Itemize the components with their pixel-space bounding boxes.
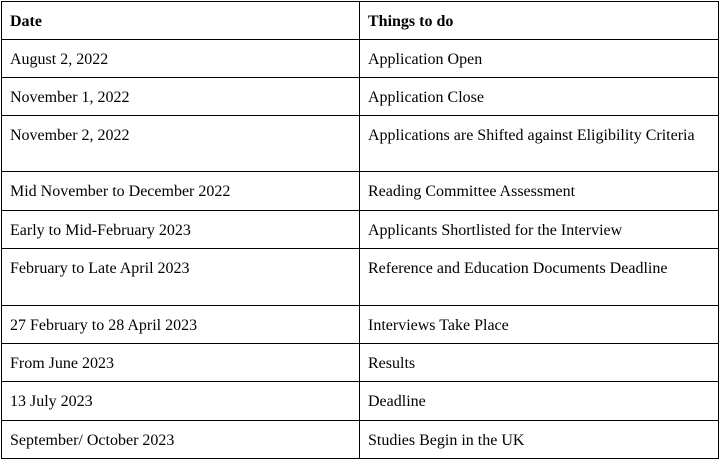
table-header-row bbox=[2, 2, 719, 40]
table-row bbox=[2, 249, 719, 306]
date-cell: November 1, 2022 bbox=[2, 78, 360, 116]
task-cell: Applicants Shortlisted for the Interview bbox=[360, 211, 719, 249]
table-row bbox=[2, 40, 719, 78]
date-cell: From June 2023 bbox=[2, 344, 360, 382]
date-cell: September/ October 2023 bbox=[2, 421, 360, 459]
table-row bbox=[2, 344, 719, 382]
schedule-table bbox=[1, 1, 719, 459]
column-header-things-to-do: Things to do bbox=[360, 2, 719, 40]
task-cell: Interviews Take Place bbox=[360, 306, 719, 344]
date-cell: November 2, 2022 bbox=[2, 116, 360, 172]
task-cell: Application Open bbox=[360, 40, 719, 78]
column-header-date: Date bbox=[2, 2, 360, 40]
date-cell: Mid November to December 2022 bbox=[2, 172, 360, 211]
task-cell: Reading Committee Assessment bbox=[360, 172, 719, 211]
table-row bbox=[2, 172, 719, 211]
task-cell: Applications are Shifted against Eligibility Criteria bbox=[360, 116, 719, 172]
table-row bbox=[2, 78, 719, 116]
table-row bbox=[2, 306, 719, 344]
table-row bbox=[2, 211, 719, 249]
date-cell: February to Late April 2023 bbox=[2, 249, 360, 306]
task-cell: Application Close bbox=[360, 78, 719, 116]
date-cell: Early to Mid-February 2023 bbox=[2, 211, 360, 249]
table-row bbox=[2, 421, 719, 459]
date-cell: 27 February to 28 April 2023 bbox=[2, 306, 360, 344]
table-row bbox=[2, 116, 719, 172]
task-cell: Results bbox=[360, 344, 719, 382]
task-cell: Reference and Education Documents Deadline bbox=[360, 249, 719, 306]
task-cell: Deadline bbox=[360, 382, 719, 421]
table-row bbox=[2, 382, 719, 421]
date-cell: 13 July 2023 bbox=[2, 382, 360, 421]
task-cell: Studies Begin in the UK bbox=[360, 421, 719, 459]
date-cell: August 2, 2022 bbox=[2, 40, 360, 78]
